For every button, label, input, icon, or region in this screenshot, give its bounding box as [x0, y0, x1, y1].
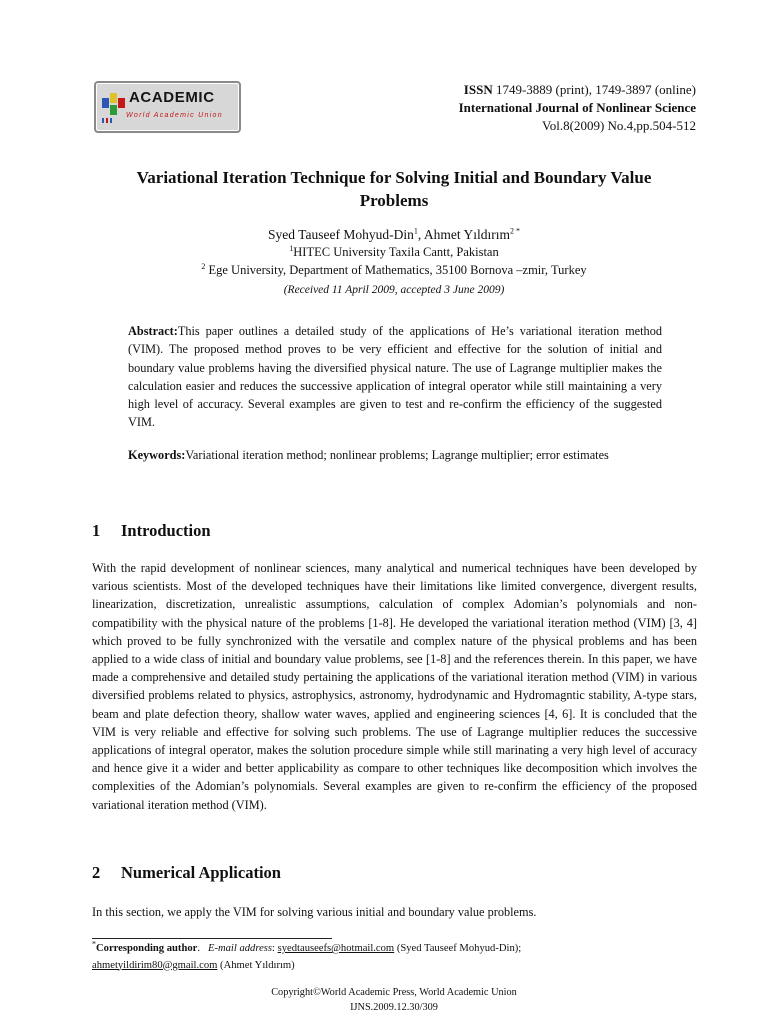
logo-emblem-icon	[100, 88, 128, 124]
email-label: E-mail address	[207, 943, 273, 954]
affiliation-1-sup: 1	[289, 243, 294, 253]
footnote: *Corresponding author. E-mail address: syedtauseefs@hotmail.com (Syed Tauseef Mohyud-Din); ahmetyildirim80@gmail.com (Ahmet Yıldırım)	[92, 939, 522, 971]
numerical-application-paragraph: In this section, we apply the VIM for solving various initial and boundary value problems.	[92, 905, 537, 919]
author-1-sup: 1	[413, 226, 418, 236]
paper-title	[90, 166, 698, 212]
title-line-1: Variational Iteration Technique for Solving Initial and Boundary Value	[136, 168, 652, 187]
keywords-label: Keywords:	[128, 448, 186, 462]
keywords-text: Variational iteration method; nonlinear problems; Lagrange multiplier; error estimates	[185, 448, 609, 462]
journal-volume: Vol.8(2009) No.4,pp.504-512	[542, 118, 696, 133]
affiliation-2-text: Ege University, Department of Mathematics, 35100 Bornova –zmir, Turkey	[208, 263, 587, 277]
journal-info	[459, 81, 696, 135]
abstract	[128, 322, 662, 432]
copyright	[90, 985, 698, 1015]
author-list	[90, 226, 698, 244]
academic-logo	[94, 81, 241, 133]
affiliation-1	[90, 244, 698, 261]
footnote-rule	[92, 938, 332, 939]
issn-label: ISSN	[463, 82, 493, 97]
email-link-1[interactable]: syedtauseefs@hotmail.com	[277, 943, 395, 954]
footnote-label: Corresponding author	[96, 943, 198, 954]
journal-name: International Journal of Nonlinear Science	[458, 100, 696, 115]
affiliation-2-sup: 2	[201, 261, 206, 271]
email-link-2[interactable]: ahmetyildirim80@gmail.com	[92, 959, 218, 971]
copyright-line-1: Copyright©World Academic Press, World Academic Union	[271, 987, 517, 998]
issn-line	[459, 81, 696, 99]
author-2-sup: 2 *	[509, 226, 520, 236]
author-separator: ,	[417, 227, 424, 242]
affiliation-1-text: HITEC University Taxila Cantt, Pakistan	[293, 245, 499, 259]
logo-title: ACADEMIC	[129, 89, 215, 106]
section-title: Numerical Application	[121, 863, 281, 882]
section-heading-numerical-application	[92, 863, 281, 883]
keywords	[128, 446, 662, 464]
email-1-owner: (Syed Tauseef Mohyud-Din);	[396, 943, 522, 954]
issn-value: 1749-3889 (print), 1749-3897 (online)	[495, 82, 696, 97]
section-number: 1	[92, 521, 101, 540]
footnote-marker: *	[92, 939, 96, 949]
received-dates: (Received 11 April 2009, accepted 3 June 2009)	[283, 284, 505, 296]
copyright-line-2: IJNS.2009.12.30/309	[350, 1002, 438, 1013]
abstract-label: Abstract:	[128, 324, 178, 338]
author-1: Syed Tauseef Mohyud-Din	[268, 227, 414, 242]
footnote-period: .	[197, 943, 201, 954]
author-2: Ahmet Yıldırım	[423, 227, 510, 242]
logo-subtitle: World Academic Union	[126, 112, 223, 119]
section-title: Introduction	[121, 521, 211, 540]
title-line-2: Problems	[359, 191, 429, 210]
affiliation-2	[90, 262, 698, 279]
introduction-paragraph: With the rapid development of nonlinear sciences, many analytical and numerical techniques have been developed by various scientists. Most of the developed techniques have their limitations like limited convergence, divergent results, linearization, discretization, unrealistic assumptions, calculation of complex Adomian’s polynomials and non-compatibility with the physical nature of the problems [1-8]. He developed the variational iteration method (VIM) [3, 4] which proved to be fully synchronized with the versatile and complex nature of the physical problems and has been applied to a wide class of initial and boundary value problems, see [1-8] and the references therein. In this paper, we have made a comprehensive and detailed study pertaining the applications of the variational iteration method (VIM) in various diversified problems related to physics, astrophysics, astronomy, hydrodynamic and Hydromagntic stability, A-type stars, beam and plate defection theory, shallow water waves, applied and engineering sciences [4, 6]. It is concluded that the VIM is very reliable and effective for solving such problems. The use of Lagrange multiplier reduces the successive applications of integral operator, makes the solution procedure simple while still marinating a very high level of accuracy and hence give it a wider and better applicability as compare to other techniques like decomposition which involves the complexities of the Adomian’s polynomials. Several examples are given to re-confirm the efficiency of the proposed variational iteration method (VIM).	[92, 561, 697, 812]
section-number: 2	[92, 863, 101, 882]
email-2-owner: (Ahmet Yıldırım)	[220, 959, 295, 971]
section-heading-introduction	[92, 521, 211, 541]
abstract-text: This paper outlines a detailed study of the applications of He’s variational iteration method (VIM). The proposed method proves to be very efficient and effective for the solution of initial and boundary value problems having the diversified physical nature. The use of Lagrange multiplier makes the calculation easier and reduces the successive application of integral operator while still maintaining a very high level of accuracy. Several examples are given to test and re-confirm the efficiency of the suggested VIM.	[128, 324, 662, 430]
